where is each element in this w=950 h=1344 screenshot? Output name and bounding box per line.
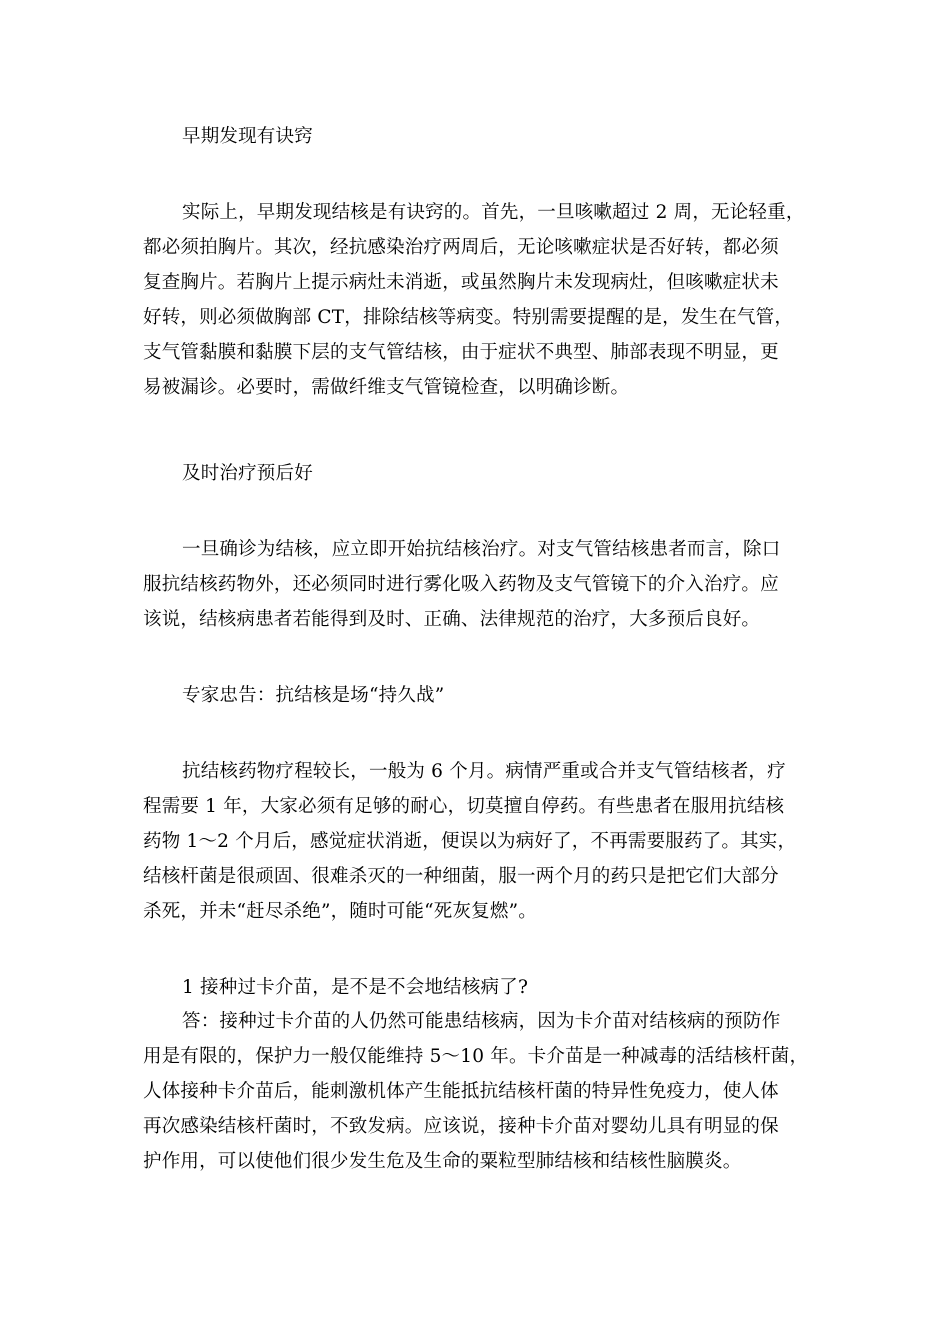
paragraph-line: 都必须拍胸片。其次，经抗感染治疗两周后，无论咳嗽症状是否好转，都必须	[143, 237, 779, 258]
section-heading-timely-treatment: 及时治疗预后好	[182, 463, 313, 484]
paragraph-line: 程需要 1 年，大家必须有足够的耐心，切莫擅自停药。有些患者在服用抗结核	[143, 796, 785, 817]
paragraph-line: 人体接种卡介苗后，能刺激机体产生能抵抗结核杆菌的特异性免疫力，使人体	[143, 1081, 779, 1102]
paragraph-line: 支气管黏膜和黏膜下层的支气管结核，由于症状不典型、肺部表现不明显，更	[143, 342, 779, 363]
paragraph-line: 杀死，并未“赶尽杀绝”，随时可能“死灰复燃”。	[143, 901, 537, 922]
paragraph-line: 答：接种过卡介苗的人仍然可能患结核病，因为卡介苗对结核病的预防作	[182, 1011, 781, 1032]
paragraph-line: 结核杆菌是很顽固、很难杀灭的一种细菌，服一两个月的药只是把它们大部分	[143, 866, 779, 887]
paragraph-line: 复查胸片。若胸片上提示病灶未消逝，或虽然胸片未发现病灶，但咳嗽症状未	[143, 272, 779, 293]
section-heading-early-detection: 早期发现有诀窍	[182, 126, 313, 147]
section-heading-expert-advice: 专家忠告：抗结核是场“持久战”	[182, 685, 445, 706]
paragraph-line: 实际上，早期发现结核是有诀窍的。首先，一旦咳嗽超过 2 周，无论轻重，	[182, 202, 805, 223]
paragraph-line: 药物 1～2 个月后，感觉症状消逝，便误以为病好了，不再需要服药了。其实，	[143, 831, 797, 852]
paragraph-line: 再次感染结核杆菌时，不致发病。应该说，接种卡介苗对婴幼儿具有明显的保	[143, 1116, 779, 1137]
question-heading-bcg: 1 接种过卡介苗，是不是不会地结核病了?	[182, 977, 529, 998]
paragraph-line: 护作用，可以使他们很少发生危及生命的粟粒型肺结核和结核性脑膜炎。	[143, 1151, 742, 1172]
paragraph-line: 好转，则必须做胸部 CT，排除结核等病变。特别需要提醒的是，发生在气管，	[143, 307, 794, 328]
paragraph-line: 该说，结核病患者若能得到及时、正确、法律规范的治疗，大多预后良好。	[143, 609, 761, 630]
paragraph-line: 易被漏诊。必要时，需做纤维支气管镜检查，以明确诊断。	[143, 377, 630, 398]
paragraph-line: 抗结核药物疗程较长，一般为 6 个月。病情严重或合并支气管结核者，疗	[182, 761, 786, 782]
paragraph-line: 用是有限的，保护力一般仅能维持 5～10 年。卡介苗是一种减毒的活结核杆菌，	[143, 1046, 809, 1067]
paragraph-line: 服抗结核药物外，还必须同时进行雾化吸入药物及支气管镜下的介入治疗。应	[143, 574, 779, 595]
paragraph-line: 一旦确诊为结核，应立即开始抗结核治疗。对支气管结核患者而言，除口	[182, 539, 781, 560]
